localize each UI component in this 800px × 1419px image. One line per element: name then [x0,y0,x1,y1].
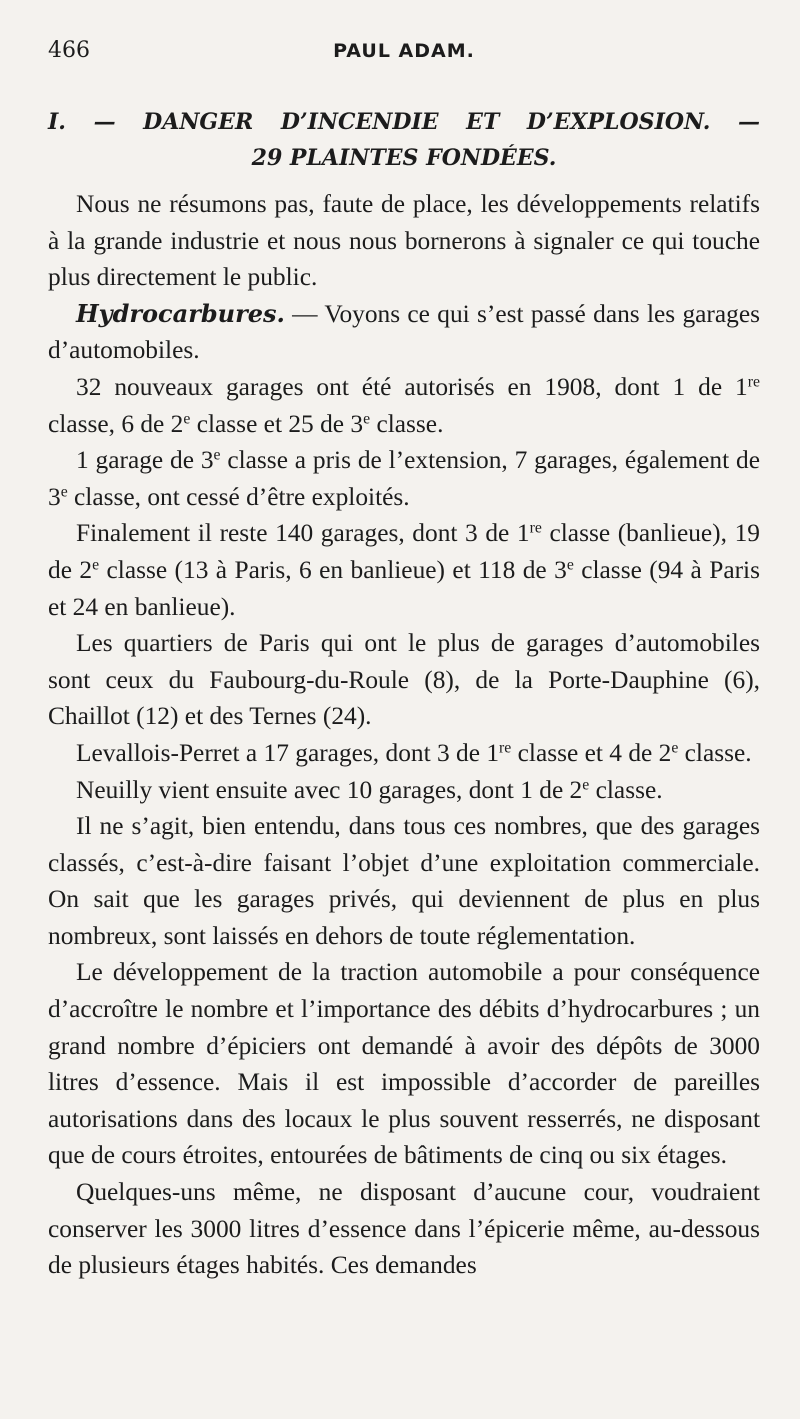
paragraph-2-text: — Voyons ce qui s’est passé dans les garages d’automobiles. [48,299,760,365]
section-title-line-2: 29 PLAINTES FONDÉES. [251,145,557,171]
paragraph-11: Quelques-uns même, ne disposant d’aucune cour, voudraient conserver les 3000 litres d’essence dans l’épicerie même, au-dessous de plusieurs étages habités. Ces demandes [48,1178,760,1280]
body-text [48,186,760,1284]
paragraph-3 [48,369,760,442]
paragraph-6: Les quartiers de Paris qui ont le plus de garages d’automobiles sont ceux du Faubourg-du-Roule (8), de la Porte-Dauphine (6), Chaillot (12) et des Ternes (24). [48,629,760,731]
text-run: classe (banlieue), 19 de 2 [48,519,760,584]
ordinal-superscript: re [747,373,760,391]
paragraph-10: Le développement de la traction automobile a pour conséquence d’accroître le nombre et l’importance des débits d’hydrocarbures ; un grand nombre d’épiciers ont demandé à avoir des dépôts de 3000 litres d’essence. Mais il est impossible d’accorder de pareilles autorisations dans des locaux le plus souvent resserrés, ne disposant que de cours étroites, entourées de bâtiments de cinq ou six étages. [48,958,760,1170]
section-title [48,104,760,176]
text-run: classe. [678,738,752,767]
text-run: Neuilly vient ensuite avec 10 garages, dont 1 de 2 [76,775,583,804]
text-run: classe. [589,775,663,804]
text-run: classe a pris de l’extension, 7 garages, également de 3 [48,446,760,511]
paragraph-2 [48,296,760,369]
paragraph-8 [48,772,760,809]
paragraph-7 [48,735,760,772]
ordinal-superscript: e [566,556,574,574]
page-number: 466 [48,38,90,63]
text-run: classe, ont cessé d’être exploités. [67,482,410,511]
text-run: classe, 6 de 2 [48,409,184,438]
ordinal-superscript: e [183,409,191,427]
ordinal-superscript: re [499,739,512,757]
text-run: classe (94 à Paris et 24 en banlieue). [48,555,760,621]
paragraph-5 [48,515,760,625]
text-run: classe. [370,409,444,438]
ordinal-superscript: e [213,446,221,464]
text-run: classe et 4 de 2 [511,738,672,767]
paragraph-9: Il ne s’agit, bien entendu, dans tous ces nombres, que des garages classés, c’est-à-dire faisant l’objet d’une exploitation commerciale. On sait que les garages privés, qui deviennent de plus en plus nombreux, sont laissés en dehors de toute réglementation. [48,812,760,950]
text-run: classe et 25 de 3 [190,409,364,438]
paragraph-4 [48,442,760,515]
running-head: PAUL ADAM. [333,40,475,62]
text-run: 1 garage de 3 [76,446,214,475]
paragraph-lead-hydrocarbures: Hydrocarbures. [76,298,285,328]
ordinal-superscript: e [363,409,371,427]
text-run: classe (13 à Paris, 6 en banlieue) et 118 de 3 [99,555,567,584]
paragraph-1: Nous ne résumons pas, faute de place, les développements relatifs à la grande industrie et nous nous bornerons à signaler ce qui touche plus directement le public. [48,190,760,292]
text-run: 32 nouveaux garages ont été autorisés en 1908, dont 1 de 1 [76,372,748,401]
text-run: Finalement il reste 140 garages, dont 3 de 1 [76,519,530,548]
page-header [48,38,760,68]
ordinal-superscript: re [529,519,542,537]
ordinal-superscript: e [92,556,100,574]
text-run: Levallois-Perret a 17 garages, dont 3 de 1 [76,738,500,767]
ordinal-superscript: e [671,739,679,757]
section-title-line-1: I. — DANGER D’INCENDIE ET D’EXPLOSION. — [48,109,760,135]
ordinal-superscript: e [582,775,590,793]
ordinal-superscript: e [60,483,68,501]
